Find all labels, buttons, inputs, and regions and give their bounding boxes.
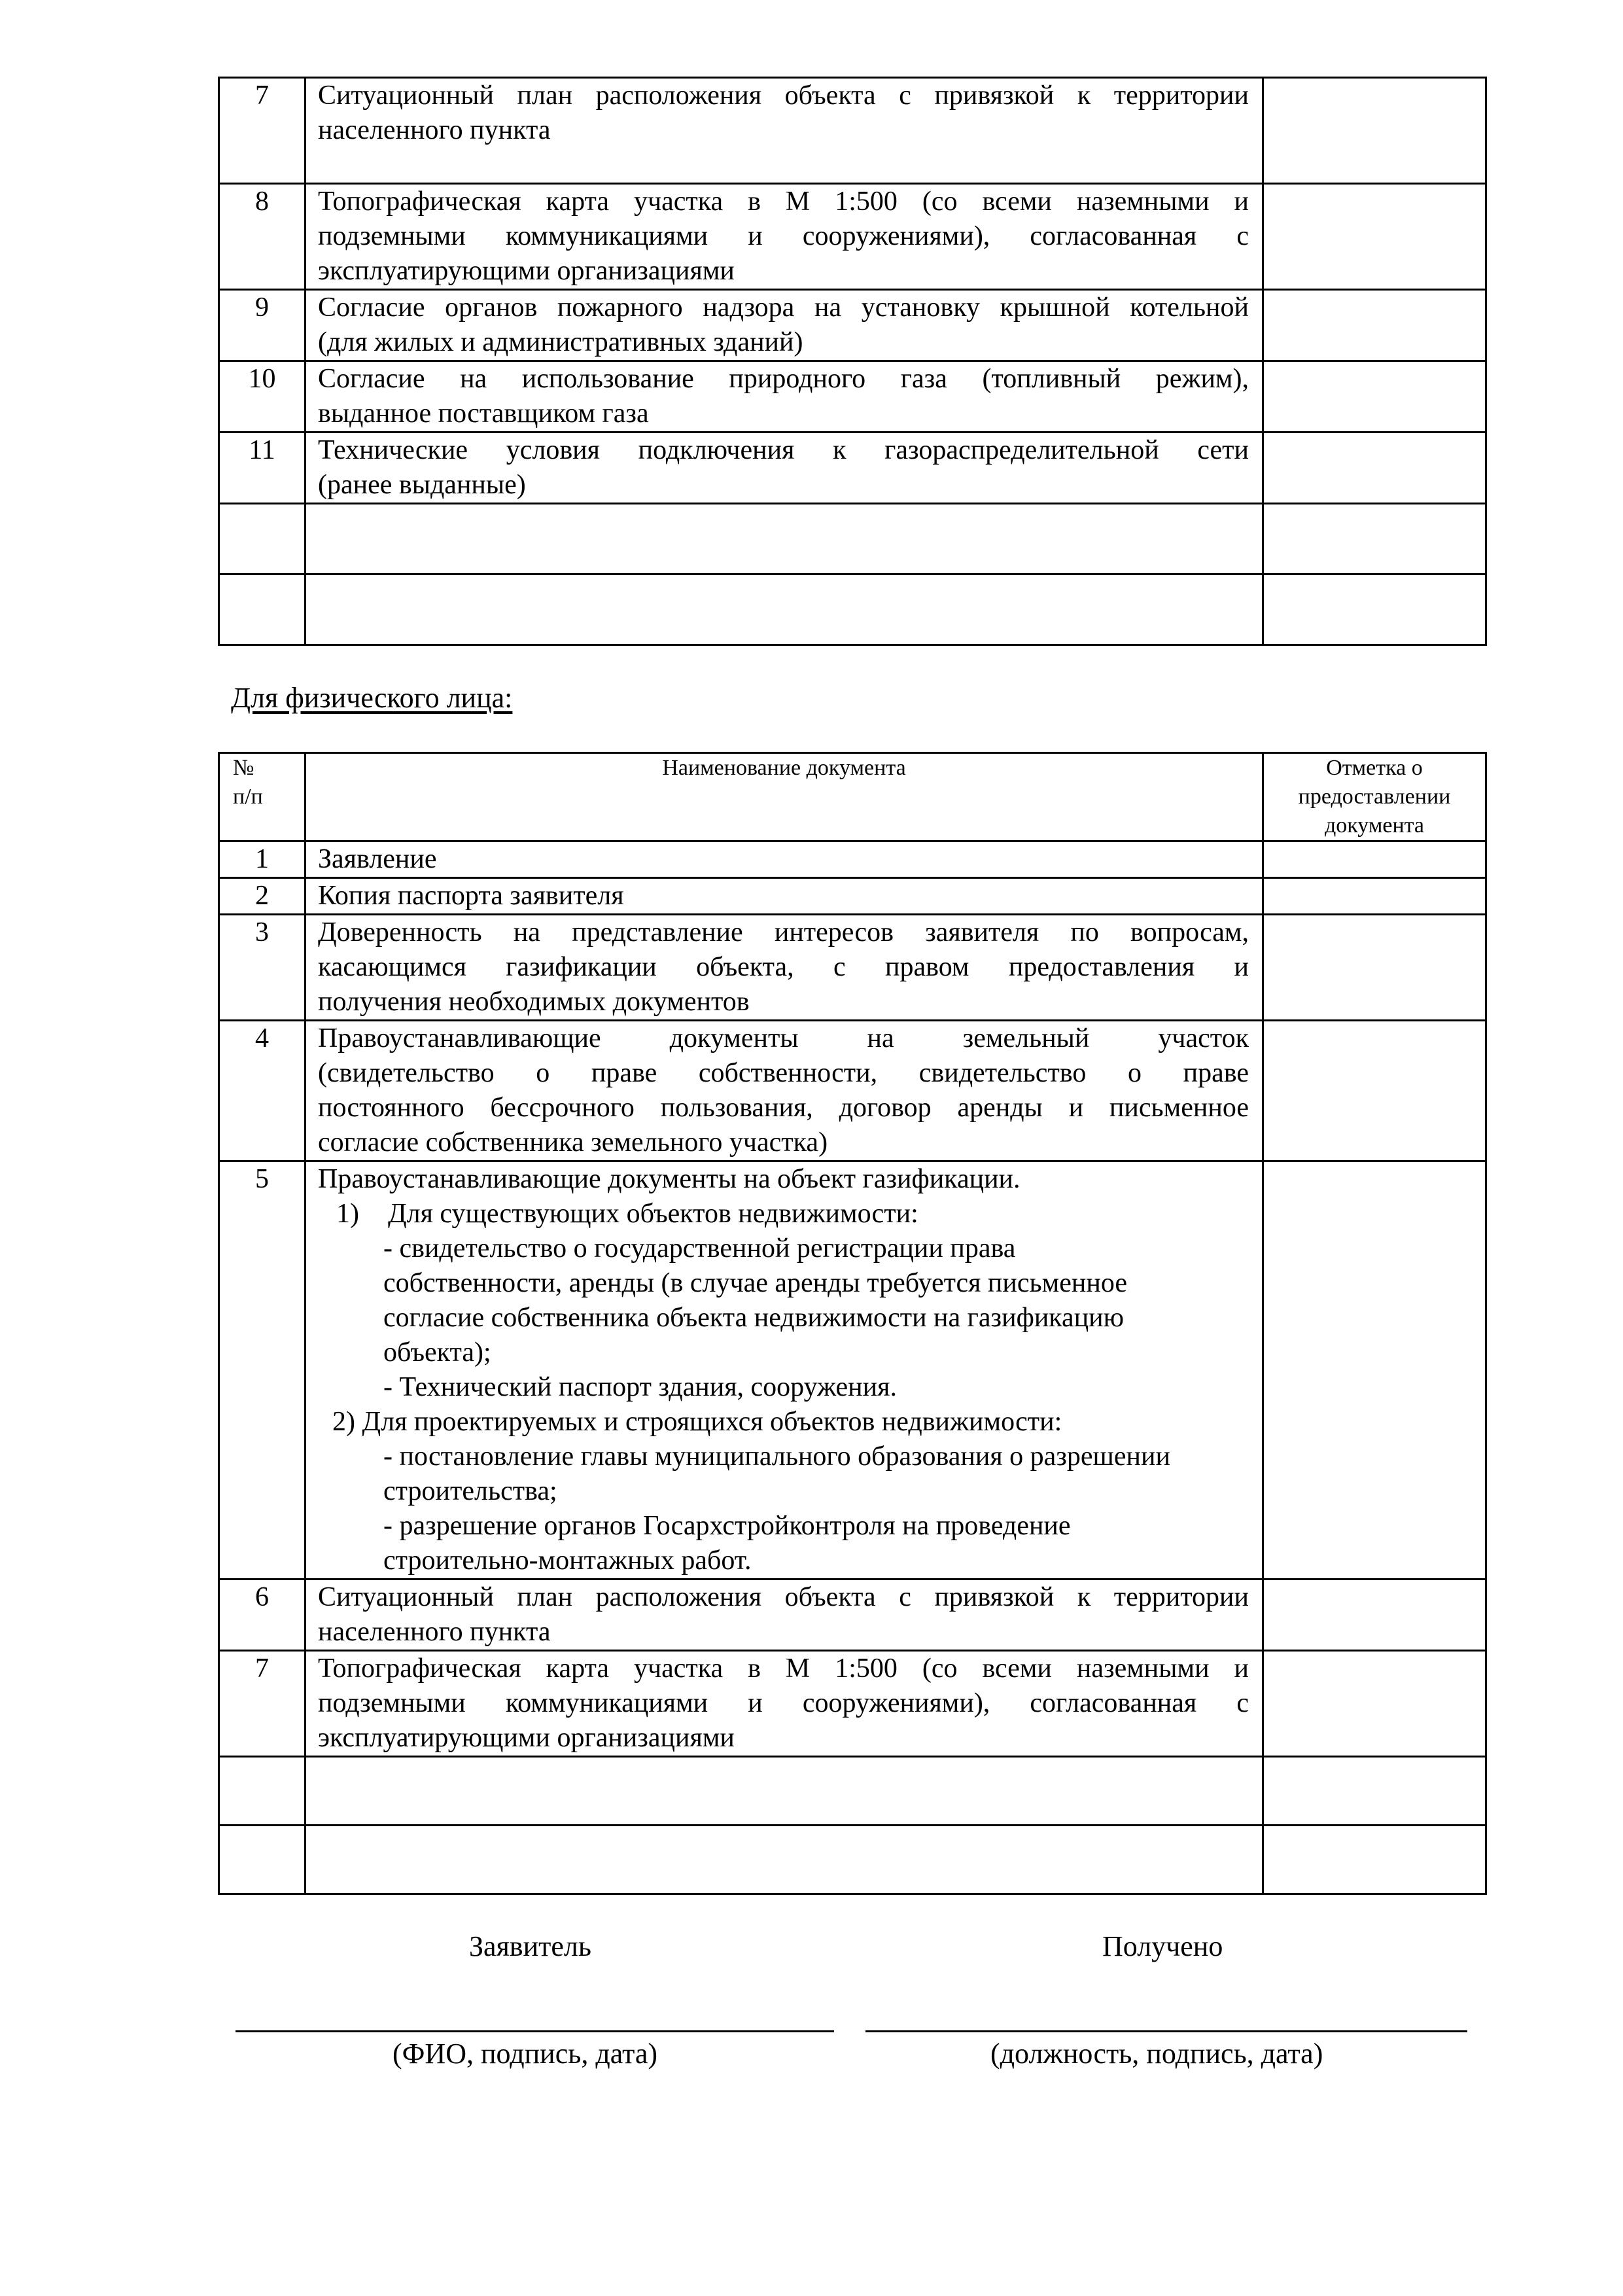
table-row-empty	[219, 1826, 1486, 1894]
received-signature-line[interactable]	[865, 2030, 1467, 2032]
table-row	[219, 78, 1486, 184]
provided-mark-cell[interactable]	[1263, 290, 1486, 361]
document-name: Ситуационный план расположения объекта с привязкой к территории населенного пункта	[305, 1580, 1263, 1651]
provided-mark-cell[interactable]	[1263, 1161, 1486, 1580]
header-provided-mark: Отметка о предоставлении документа	[1263, 753, 1486, 841]
document-name-empty	[305, 1826, 1263, 1894]
row-number: 6	[219, 1580, 305, 1651]
document-name: Согласие органов пожарного надзора на установку крышной котельной (для жилых и административных зданий)	[305, 290, 1263, 361]
row-number: 4	[219, 1021, 305, 1161]
provided-mark-cell[interactable]	[1263, 1826, 1486, 1894]
row-number: 2	[219, 878, 305, 915]
section-title-individual: Для физического лица:	[231, 682, 513, 714]
document-name: Правоустанавливающие документы на объект газификации. 1) Для существующих объектов недвижимости: - свидетельство о государственной регистрации права собственности, аренды (в случае аренды требуется письменное согласие собственника объекта недвижимости на газификацию объекта); - Технический паспорт здания, сооружения. 2) Для проектируемых и строящихся объектов недвижимости: - постановление главы муниципального образования о разрешении строительства; - разрешение органов Госархстройконтроля на проведение строительно-монтажных работ.	[305, 1161, 1263, 1580]
table-row-empty	[219, 574, 1486, 645]
row-number: 5	[219, 1161, 305, 1580]
table-row	[219, 841, 1486, 878]
row-number: 9	[219, 290, 305, 361]
provided-mark-cell[interactable]	[1263, 1651, 1486, 1757]
row-number-empty	[219, 1757, 305, 1826]
document-name: Ситуационный план расположения объекта с привязкой к территории населенного пункта	[305, 78, 1263, 184]
document-name: Топографическая карта участка в М 1:500 (со всеми наземными и подземными коммуникациями и сооружениями), согласованная с эксплуатирующими организациями	[305, 1651, 1263, 1757]
received-label: Получено	[1102, 1930, 1223, 1962]
provided-mark-cell[interactable]	[1263, 1580, 1486, 1651]
provided-mark-cell[interactable]	[1263, 878, 1486, 915]
provided-mark-cell[interactable]	[1263, 184, 1486, 290]
row-number: 10	[219, 361, 305, 433]
provided-mark-cell[interactable]	[1263, 433, 1486, 504]
provided-mark-cell[interactable]	[1263, 841, 1486, 878]
provided-mark-cell[interactable]	[1263, 915, 1486, 1021]
header-number: № п/п	[219, 753, 305, 841]
document-name: Технические условия подключения к газораспределительной сети (ранее выданные)	[305, 433, 1263, 504]
table-row-empty	[219, 1757, 1486, 1826]
table-row	[219, 361, 1486, 433]
row-number-empty	[219, 574, 305, 645]
row-number: 1	[219, 841, 305, 878]
table-row-empty	[219, 504, 1486, 574]
documents-table-legal	[218, 77, 1487, 646]
document-name-empty	[305, 574, 1263, 645]
provided-mark-cell[interactable]	[1263, 361, 1486, 433]
header-document-name: Наименование документа	[305, 753, 1263, 841]
table-row	[219, 1161, 1486, 1580]
provided-mark-cell[interactable]	[1263, 78, 1486, 184]
documents-table-individual	[218, 752, 1487, 1895]
document-name-empty	[305, 504, 1263, 574]
row-number: 7	[219, 78, 305, 184]
provided-mark-cell[interactable]	[1263, 1757, 1486, 1826]
provided-mark-cell[interactable]	[1263, 574, 1486, 645]
document-name: Заявление	[305, 841, 1263, 878]
applicant-label: Заявитель	[469, 1930, 591, 1962]
document-name-empty	[305, 1757, 1263, 1826]
document-name: Правоустанавливающие документы на земельный участок (свидетельство о праве собственности, свидетельство о праве постоянного бессрочного пользования, договор аренды и письменное согласие собственника земельного участка)	[305, 1021, 1263, 1161]
received-signature-caption: (должность, подпись, дата)	[990, 2038, 1323, 2070]
row-number-empty	[219, 1826, 305, 1894]
table-row	[219, 1580, 1486, 1651]
row-number: 8	[219, 184, 305, 290]
row-number: 3	[219, 915, 305, 1021]
document-name: Копия паспорта заявителя	[305, 878, 1263, 915]
row-number: 11	[219, 433, 305, 504]
provided-mark-cell[interactable]	[1263, 504, 1486, 574]
table-row	[219, 433, 1486, 504]
document-name: Топографическая карта участка в М 1:500 (со всеми наземными и подземными коммуникациями и сооружениями), согласованная с эксплуатирующими организациями	[305, 184, 1263, 290]
row-number-empty	[219, 504, 305, 574]
table-row	[219, 1021, 1486, 1161]
applicant-signature-line[interactable]	[236, 2030, 834, 2032]
table-row	[219, 1651, 1486, 1757]
provided-mark-cell[interactable]	[1263, 1021, 1486, 1161]
table-row	[219, 184, 1486, 290]
document-name: Доверенность на представление интересов заявителя по вопросам, касающимся газификации объекта, с правом предоставления и получения необходимых документов	[305, 915, 1263, 1021]
table-row	[219, 915, 1486, 1021]
table-row	[219, 290, 1486, 361]
applicant-signature-caption: (ФИО, подпись, дата)	[393, 2038, 658, 2070]
row-number: 7	[219, 1651, 305, 1757]
table-row	[219, 878, 1486, 915]
table-header-row	[219, 753, 1486, 841]
document-name: Согласие на использование природного газа (топливный режим), выданное поставщиком газа	[305, 361, 1263, 433]
